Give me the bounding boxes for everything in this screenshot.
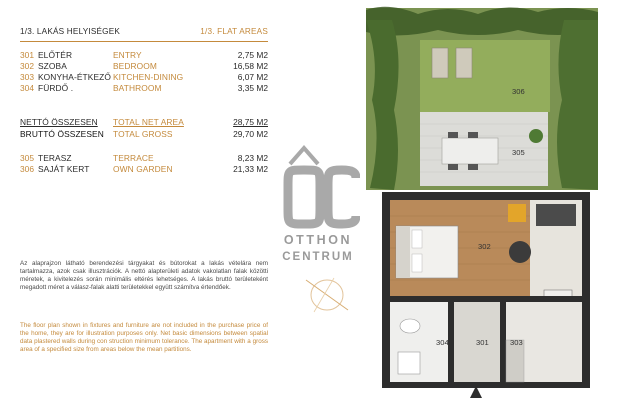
- room-row: [20, 72, 268, 83]
- chair: [468, 132, 478, 138]
- section-header: [20, 27, 268, 39]
- header-hu: 1/3. LAKÁS HELYISÉGEK: [20, 27, 121, 36]
- floor-plan-drawing: [358, 0, 640, 412]
- extra-code: 306: [20, 164, 34, 174]
- compass-ring-icon: [304, 274, 350, 314]
- room-code: 302: [20, 61, 34, 71]
- label-terrace: 305: [512, 148, 525, 157]
- total-net-row: [20, 117, 268, 128]
- armchair: [508, 204, 526, 222]
- extra-row: [20, 164, 268, 175]
- room-name-hu: SZOBA: [38, 61, 67, 71]
- disclaimer-hu: Az alaprajzon látható berendezési tárgyakat és bútorokat a lakás vételára nem tartalmazza, azok csak illusztrációk. A nettó alapterületi adatok vakolatlan falak közötti méretek, a kivitelezés során minimális eltérés lehetséges. A lakás bruttó területeként megadott méret a válasz-falak alatti területekkel együtt számítva értendőek.: [20, 260, 268, 292]
- room-row: [20, 83, 268, 94]
- total-net-hu: NETTÓ ÖSSZESEN: [20, 117, 98, 127]
- total-gross-hu: BRUTTÓ ÖSSZESEN: [20, 129, 104, 139]
- extra-name-en: OWN GARDEN: [113, 164, 173, 174]
- chair: [468, 164, 478, 170]
- coffee-table: [509, 241, 531, 263]
- room-name-en: BEDROOM: [113, 61, 157, 71]
- toilet: [400, 319, 420, 333]
- logo-line2: CENTRUM: [282, 251, 354, 263]
- otthon-centrum-logo: [276, 138, 360, 308]
- label-bath: 304: [436, 338, 449, 347]
- total-net-en: TOTAL NET AREA: [113, 117, 184, 127]
- extra-name-en: TERRACE: [113, 153, 154, 163]
- room-name-en: BATHROOM: [113, 83, 162, 93]
- extra-name-hu: TERASZ: [38, 153, 72, 163]
- room-area: 2,75 M2: [237, 50, 268, 60]
- extra-name-hu: SAJÁT KERT: [38, 164, 90, 174]
- sun-lounger: [432, 48, 448, 78]
- floor-plan: [358, 0, 640, 412]
- terrace-table: [442, 138, 498, 164]
- extra-area: 8,23 M2: [237, 153, 268, 163]
- room-name-hu: KONYHA-ÉTKEZŐ: [38, 72, 111, 82]
- room-name-hu: FÜRDŐ .: [38, 83, 74, 93]
- room-row: [20, 50, 268, 61]
- oc-mark-icon: [276, 138, 360, 230]
- room-name-hu: ELŐTÉR: [38, 50, 73, 60]
- label-garden: 306: [512, 87, 525, 96]
- room-code: 301: [20, 50, 34, 60]
- extra-row: [20, 153, 268, 164]
- room-area: 3,35 M2: [237, 83, 268, 93]
- total-net-area: 28,75 M2: [233, 117, 268, 127]
- logo-line1: OTTHON: [283, 233, 353, 247]
- bed-headboard: [396, 226, 410, 278]
- total-gross-row: [20, 129, 268, 140]
- potted-plant: [529, 129, 543, 143]
- room-name-en: KITCHEN-DINING: [113, 72, 184, 82]
- room-area: 16,58 M2: [233, 61, 268, 71]
- logo-mark-text: ÔC: [276, 138, 278, 139]
- room-row: [20, 61, 268, 72]
- label-kitchen: 303: [510, 338, 523, 347]
- chair: [448, 164, 458, 170]
- label-room: 302: [478, 242, 491, 251]
- total-gross-en: TOTAL GROSS: [113, 129, 173, 139]
- room-area: 6,07 M2: [237, 72, 268, 82]
- header-en: 1/3. FLAT AREAS: [200, 27, 268, 36]
- shower: [398, 352, 420, 374]
- chair: [448, 132, 458, 138]
- sofa: [536, 204, 576, 226]
- room-code: 304: [20, 83, 34, 93]
- extra-area: 21,33 M2: [233, 164, 268, 174]
- extra-code: 305: [20, 153, 34, 163]
- header-divider: [20, 41, 268, 42]
- room-code: 303: [20, 72, 34, 82]
- total-gross-area: 29,70 M2: [233, 129, 268, 139]
- label-entry: 301: [476, 338, 489, 347]
- hedge-right: [557, 20, 598, 190]
- disclaimer-en: The floor plan shown in fixtures and furniture are not included in the purchase price of the home, they are for illustration purposes only. Net basic dimensions between spatial data plastered walls during con struction minimum tolerance. The apartment with a gross area of a specified size from areas below the mean partitions.: [20, 322, 268, 354]
- sun-lounger: [456, 48, 472, 78]
- room-name-en: ENTRY: [113, 50, 142, 60]
